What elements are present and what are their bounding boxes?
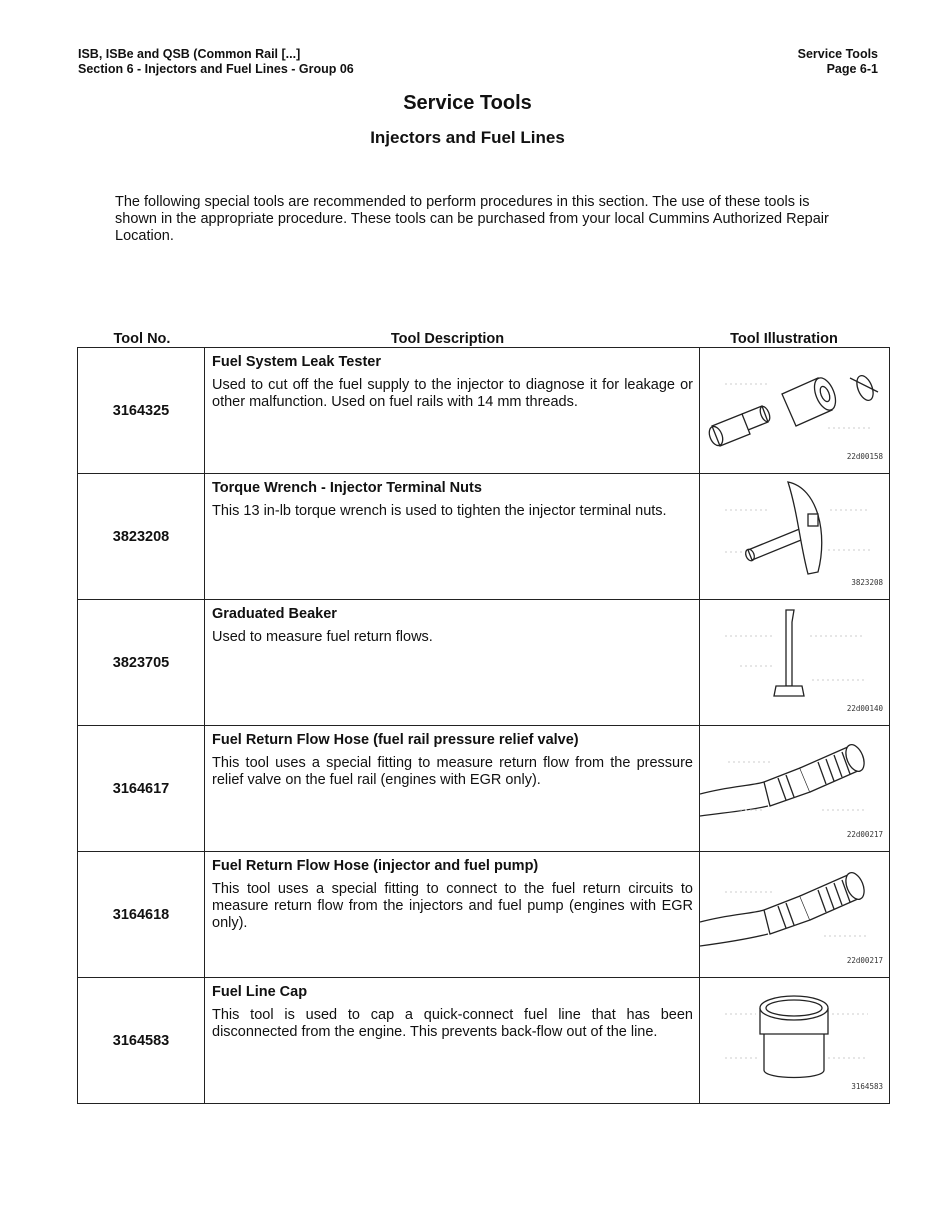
table-row	[78, 474, 890, 600]
tool-name: Torque Wrench - Injector Terminal Nuts	[212, 480, 482, 496]
section-title: Section 6 - Injectors and Fuel Lines - Group 06	[78, 62, 354, 76]
column-header-description: Tool Description	[390, 331, 505, 347]
tool-text: Used to measure fuel return flows.	[212, 629, 433, 645]
tool-number: 3164618	[78, 852, 205, 978]
tool-description-cell	[205, 978, 700, 1104]
figure-id: 22d00140	[846, 704, 883, 713]
tool-illustration-cell	[700, 726, 890, 852]
tool-illustration-cell	[700, 348, 890, 474]
fuel-line-cap-illustration	[700, 978, 889, 1097]
beaker-illustration	[700, 600, 889, 719]
figure-id: 3164583	[851, 1082, 883, 1091]
tool-number: 3823208	[78, 474, 205, 600]
tool-number: 3823705	[78, 600, 205, 726]
figure-id: 3823208	[851, 578, 883, 587]
tool-text: This 13 in-lb torque wrench is used to tighten the injector terminal nuts.	[212, 503, 667, 519]
tool-illustration-cell	[700, 474, 890, 600]
service-tools-table	[77, 347, 890, 1104]
page-header-left	[78, 47, 354, 77]
page-title: Service Tools	[403, 92, 532, 114]
figure-id: 22d00158	[846, 452, 883, 461]
figure-id: 22d00217	[846, 830, 883, 839]
tool-text: This tool is used to cap a quick-connect fuel line that has been disconnected from the engine. This prevents back-flow out of the line.	[212, 1007, 693, 1040]
header-topic: Service Tools	[797, 47, 878, 61]
tool-text: Used to cut off the fuel supply to the injector to diagnose it for leakage or other malfunction. Used on fuel rails with 14 mm threads.	[212, 377, 693, 410]
tool-number: 3164617	[78, 726, 205, 852]
column-header-tool-no: Tool No.	[113, 331, 171, 347]
manual-title: ISB, ISBe and QSB (Common Rail [...]	[78, 47, 301, 61]
return-hose-relief-illustration	[700, 726, 889, 845]
page-number: Page 6-1	[826, 62, 878, 76]
table-row	[78, 852, 890, 978]
torque-wrench-illustration	[700, 474, 889, 593]
tool-text: This tool uses a special fitting to connect to the fuel return circuits to measure return flow from the injectors and fuel pump (engines with EGR only).	[212, 881, 693, 931]
tool-name: Fuel Line Cap	[212, 984, 308, 1000]
table-row	[78, 978, 890, 1104]
tool-description-cell	[205, 852, 700, 978]
page-header-right	[798, 47, 878, 77]
table-row	[78, 726, 890, 852]
intro-paragraph: The following special tools are recommended to perform procedures in this section. The use of these tools is shown in the appropriate procedure. These tools can be purchased from your local Cummins Authorized Repair Location.	[115, 194, 829, 244]
tool-name: Fuel Return Flow Hose (fuel rail pressure relief valve)	[212, 732, 579, 748]
return-hose-pump-illustration	[700, 852, 889, 971]
tool-description-cell	[205, 600, 700, 726]
tool-illustration-cell	[700, 600, 890, 726]
page-subtitle: Injectors and Fuel Lines	[370, 128, 565, 147]
column-header-illustration: Tool Illustration	[730, 331, 838, 347]
tool-number: 3164583	[78, 978, 205, 1104]
tool-number: 3164325	[78, 348, 205, 474]
tool-description-cell	[205, 726, 700, 852]
tool-name: Graduated Beaker	[212, 606, 337, 622]
tool-illustration-cell	[700, 978, 890, 1104]
tool-description-cell	[205, 474, 700, 600]
figure-id: 22d00217	[846, 956, 883, 965]
leak-tester-illustration	[700, 348, 889, 467]
tool-text: This tool uses a special fitting to measure return flow from the pressure relief valve on the fuel rail (engines with EGR only).	[212, 755, 693, 788]
tool-name: Fuel Return Flow Hose (injector and fuel pump)	[212, 858, 539, 874]
tool-name: Fuel System Leak Tester	[212, 354, 381, 370]
tool-illustration-cell	[700, 852, 890, 978]
tool-description-cell	[205, 348, 700, 474]
table-row	[78, 348, 890, 474]
table-row	[78, 600, 890, 726]
